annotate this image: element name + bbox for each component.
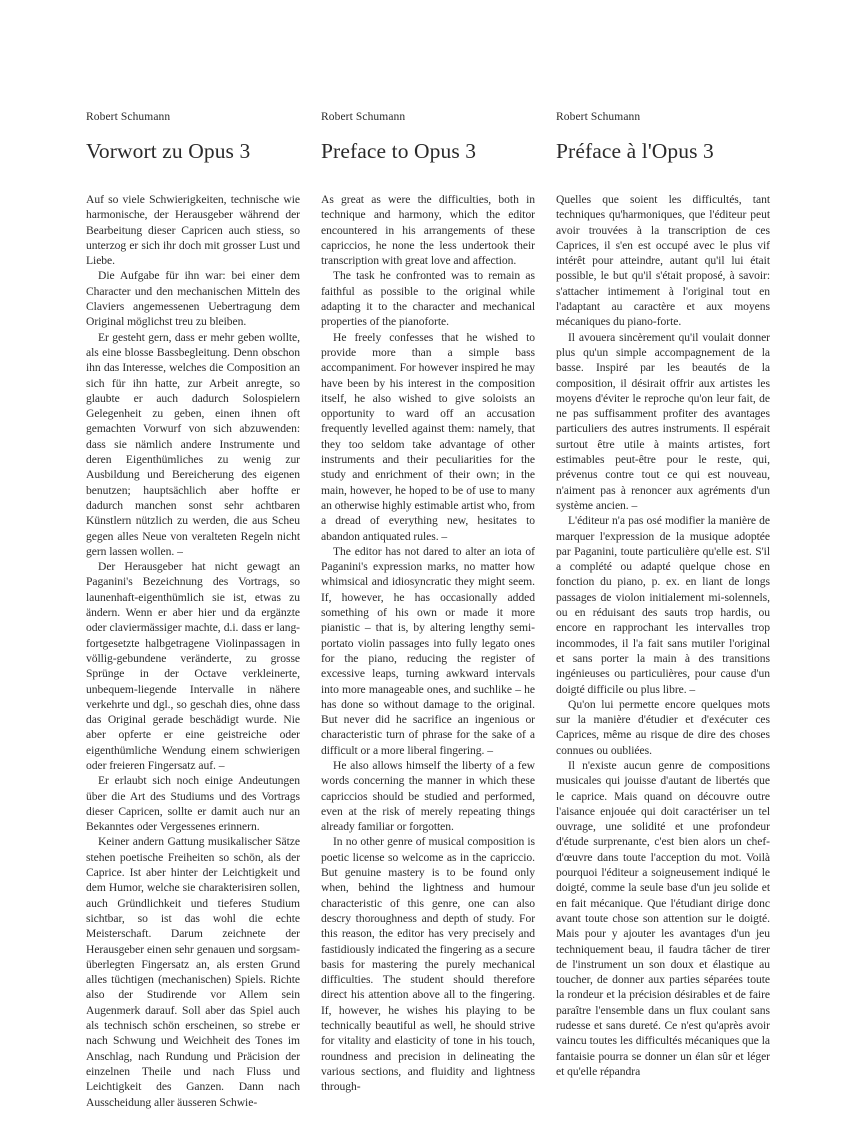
paragraph: Qu'on lui permette encore quelques mots sur la manière d'étudier et d'exécuter ces Caprices, même au risque de dire des choses connues ou oubliées. bbox=[556, 697, 770, 757]
paragraph: Die Aufgabe für ihn war: bei einer dem Character und den mechanischen Mitteln des Claviers angemessenen Uebertragung dem Original möglichst treu zu bleiben. bbox=[86, 269, 300, 329]
paragraph: Er erlaubt sich noch einige Andeutungen über die Art des Studiums und des Vortrags dieser Capricen, sollte er damit auch nur an Bekanntes oder Vergessenes erinnern. bbox=[86, 774, 300, 834]
section-title: Préface à l'Opus 3 bbox=[556, 139, 714, 163]
section-title: Preface to Opus 3 bbox=[321, 139, 477, 163]
author-name: Robert Schumann bbox=[556, 111, 641, 123]
author-name: Robert Schumann bbox=[86, 111, 171, 123]
paragraph: Auf so viele Schwierigkeiten, technische wie harmonische, der Herausgeber während der Bearbeitung dieser Capricen auch stiess, so unterzog er sich ihr doch mit grosser Lust und Liebe. bbox=[86, 193, 300, 268]
paragraph: In no other genre of musical composition is poetic license so welcome as in the capriccio. But genuine mastery is to be found only when, behind the lightness and humour characteristic of this genre, one can also descry thoroughness and depth of study. For this reason, the editor has very precisely and fastidiously indicated the fingering as a secure basis for mastering the purely mechanical difficulties. The student should therefore direct his attention above all to the fingering. If, however, he wishes his playing to be technically beautiful as well, he should strive for vitality and elasticity of tone in his touch, roundness and precision in delineating the various sections, and fluidity and lightness through- bbox=[321, 835, 535, 1094]
paragraph: Quelles que soient les difficultés, tant techniques qu'harmoniques, que l'éditeur peut avoir trouvées à la transcription de ces Caprices, il s'en est occupé avec le plus vif intérêt pour atteindre, autant qu'il lui était possible, le but qu'il s'était proposé, à savoir: s'attacher intimement à l'original tout en l'adaptant au caractère et aux moyens mécaniques du piano-forte. bbox=[556, 193, 770, 329]
paragraph: Der Herausgeber hat nicht gewagt an Paganini's Bezeichnung des Vortrags, so launenhaft-eigenthümlich sie ist, etwas zu ändern. Wenn er aber hier und da ergänzte oder claviermässiger machte, d.i. dass er lang-fortgesetzte halbgetragene Violinpassagen in völlig-gebundene veränderte, zu grosse Sprünge in der Octave verkleinerte, unbequem-liegende Intervalle in nähere verkehrte und dgl., so geschah dies, ohne dass das Original gerade beschädigt wurde. Nie aber opferte er eine geistreiche oder eigenthümliche Wendung einem schwierigen oder freieren Fingersatz auf. – bbox=[86, 560, 300, 772]
author-name: Robert Schumann bbox=[321, 111, 406, 123]
paragraph: The editor has not dared to alter an iota of Paganini's expression marks, no matter how whimsical and idiosyncratic they might seem. If, however, he has occasionally added something of his own or made it more pianistic – that is, by altering lengthy semi-portato violin passages into fully legato ones for the piano, reducing the register of excessive leaps, turning awkward intervals into more manageable ones, and suchlike – he has done so without damage to the original. But never did he sacrifice an ingenious or characteristic turn of phrase for the sake of a difficult or a more liberal fingering. – bbox=[321, 544, 535, 757]
column-french bbox=[556, 110, 770, 1079]
paragraph: As great as were the difficulties, both in technique and harmony, which the editor encountered in his arrangements of these capriccios, he none the less undertook their transcription with great love and affection. bbox=[321, 193, 535, 268]
paragraph: Il avouera sincèrement qu'il voulait donner plus qu'un simple accompagnement de la basse. Inspiré par les beautés de la composition, il désirait offrir aux artistes les moyens d'éviter le reproche qu'on leur fait, de ne pas suffisamment profiter des avantages particuliers des autres instruments. Il espérait surtout être utile à maints artistes, fort estimables peut-être pour le reste, qui, prévenus contre tout ce qui est nouveau, n'aiment pas à renoncer aux agréments d'un système ancien. – bbox=[556, 330, 770, 512]
paragraph: He also allows himself the liberty of a few words concerning the manner in which these capriccios should be studied and performed, even at the risk of merely repeating things already familiar or forgotten. bbox=[321, 758, 535, 834]
paragraph: Keiner andern Gattung musikalischer Sätze stehen poetische Freiheiten so schön, als der Caprice. Ist aber hinter der Leichtigkeit und dem Humor, welche sie charakterisiren sollen, auch Gründlichkeit und tieferes Studium sichtbar, so ist das wohl die echte Meisterschaft. Darum zeichnete der Herausgeber einen sehr genauen und sorgsam-überlegten Fingersatz an, als ersten Grund alles tüchtigen (mechanischen) Spiels. Richte also der Studirende vor Allem sein Augenmerk darauf. Soll aber das Spiel auch als technisch schön erscheinen, so strebe er nach Schwung und Weichheit des Tones im Anschlag, nach Rundung und Präcision der einzelnen Theile und nach Fluss und Leichtigkeit des Ganzen. Dann nach Ausscheidung aller äusseren Schwie- bbox=[86, 835, 300, 1109]
column-english bbox=[321, 110, 535, 1095]
paragraph: He freely confesses that he wished to provide more than a simple bass accompaniment. For however inspired he may have been by his interest in the composition itself, he also wished to give soloists an opportunity to ward off an accusation frequently levelled against them: namely, that they too seldom take advantage of other instruments and their peculiarities for the study and enrichment of their own; in the main, however, he hoped to be of use to many an otherwise highly estimable artist who, from a dread of everything new, hesitates to abandon antiquated rules. – bbox=[321, 330, 535, 543]
paragraph: L'éditeur n'a pas osé modifier la manière de marquer l'expression de la musique adoptée par Paganini, toute particulière qu'elle est. S'il a complété ou adapté quelque chose en fonction du piano, p. ex. en liant de longs passages de violon initialement mi-solennels, ou en réduisant des sauts trop hardis, ou encore en rapprochant les intervalles trop incommodes, il l'a fait sans mutiler l'original et sans porter la main à des transitions ingénieuses ou particulières, pour cause d'un doigté difficile ou plus libre. – bbox=[556, 514, 770, 696]
body-text bbox=[556, 192, 770, 1079]
body-text bbox=[86, 192, 300, 1110]
column-german bbox=[86, 110, 300, 1110]
paragraph: Er gesteht gern, dass er mehr geben wollte, als eine blosse Bassbegleitung. Denn obschon ihn das Interesse, welches die Composition an sich für ihn hatte, zur Arbeit anregte, so glaubte er auch dadurch Solospielern Gelegenheit zu geben, einen ihnen oft gemachten Vorwurf von sich abzuwenden: dass sie nämlich andere Instrumente und deren Eigenthümliches zu wenig zur Ausbildung und Bereicherung des eigenen benutzen; hauptsächlich aber hoffte er dadurch manchen sonst sehr achtbaren Künstlern nützlich zu werden, die aus Scheu gegen alles Neue von veralteten Regeln nicht gern lassen wollen. – bbox=[86, 330, 300, 558]
section-title: Vorwort zu Opus 3 bbox=[86, 139, 251, 163]
paragraph: Il n'existe aucun genre de compositions musicales qui jouisse d'autant de libertés que le caprice. Mais quand on découvre outre l'aisance enjouée qui doit caractériser un tel ouvrage, une solidité et une profondeur d'étude surprenante, c'est bien alors un chef-d'œuvre dans toute l'acception du mot. Voilà pourquoi l'éditeur a soigneusement indiqué le doigté, comme la seule base d'un jeu solide et en fait mécanique. Que l'étudiant dirige donc avant toute chose son attention sur le doigté. Mais pour y ajouter les avantages d'un jeu techniquement beau, il faudra tâcher de tirer de l'instrument un son doux et élastique au toucher, de donner aux parties séparées toute la rondeur et la précision désirables et de faire paraître l'ensemble dans un flux coulant sans rudesse et sans dureté. Ce n'est qu'après avoir vaincu toutes les difficultés mécaniques que la fantaisie pourra se donner un élan sûr et léger et qu'elle répandra bbox=[556, 758, 770, 1078]
paragraph: The task he confronted was to remain as faithful as possible to the original while adapting it to the character and mechanical properties of the pianoforte. bbox=[321, 269, 535, 329]
body-text bbox=[321, 192, 535, 1095]
